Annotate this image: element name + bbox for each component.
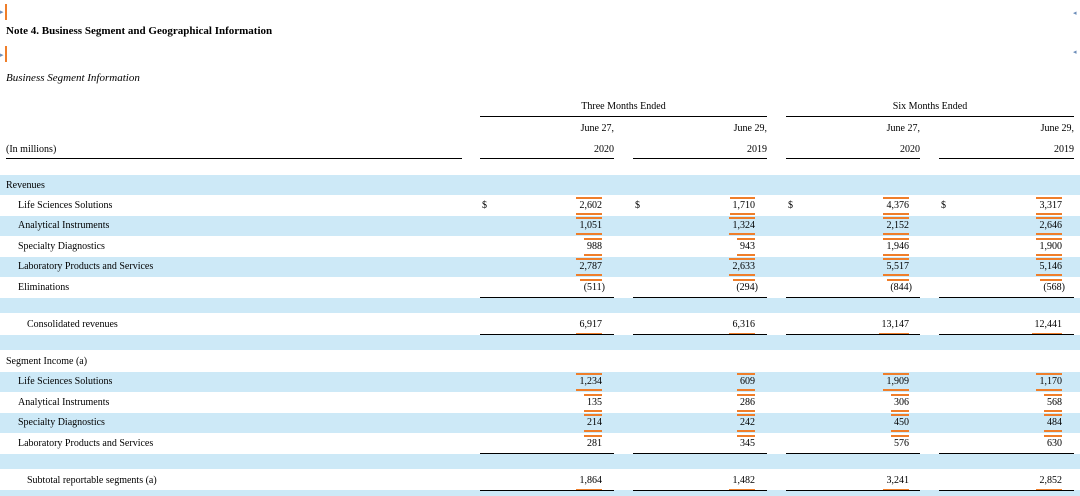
highlight-mark [737, 410, 755, 412]
highlight-mark [733, 279, 755, 281]
highlight-mark [883, 373, 909, 375]
highlight-mark [576, 258, 602, 260]
table-row [0, 216, 1080, 236]
subtotal-rule [480, 453, 614, 454]
header-col2-line2: 2019 [747, 144, 767, 155]
value-cell: 13,147 [881, 319, 909, 330]
highlight-mark [729, 274, 755, 276]
value-cell: 2,852 [1039, 475, 1062, 486]
table-row [0, 278, 1080, 298]
value-cell: 630 [1047, 438, 1062, 449]
highlight-mark [737, 238, 755, 240]
row-label: Laboratory Products and Services [18, 261, 154, 272]
highlight-mark [1036, 274, 1062, 276]
header-col3-rule [786, 158, 920, 159]
highlight-mark [1044, 435, 1062, 437]
value-cell: 1,900 [1039, 241, 1062, 252]
value-cell: 1,324 [732, 220, 755, 231]
highlight-mark [883, 217, 909, 219]
highlight-mark [883, 389, 909, 391]
table-row [0, 413, 1080, 433]
highlight-mark [883, 254, 909, 256]
total-rule [786, 334, 920, 335]
value-cell: 2,602 [579, 200, 602, 211]
row-label: Consolidated revenues [27, 319, 118, 330]
header-col4-rule [939, 158, 1074, 159]
value-cell: 6,316 [732, 319, 755, 330]
subtotal-rule [786, 297, 920, 298]
header-col1-line2: 2020 [594, 144, 614, 155]
value-cell: 12,441 [1034, 319, 1062, 330]
section-heading-label: Segment Income (a) [6, 356, 88, 367]
highlight-mark [580, 279, 602, 281]
table-row [0, 257, 1080, 277]
value-cell: 3,317 [1039, 200, 1062, 211]
value-cell: 5,146 [1039, 261, 1062, 272]
currency-symbol: $ [788, 200, 793, 211]
highlight-mark [883, 238, 909, 240]
units-rule [6, 158, 462, 159]
value-cell: 306 [894, 397, 909, 408]
header-rule-six-months [786, 116, 1074, 117]
subtotal-rule [633, 453, 767, 454]
highlight-mark [1044, 394, 1062, 396]
header-col1-rule [480, 158, 614, 159]
highlight-mark [883, 213, 909, 215]
band-spacer [0, 335, 1080, 350]
row-label: Life Sciences Solutions [18, 376, 113, 387]
highlight-mark [891, 394, 909, 396]
highlight-mark [730, 213, 755, 215]
highlight-mark [737, 430, 755, 432]
row-label: Specialty Diagnostics [18, 241, 105, 252]
total-rule [633, 334, 767, 335]
value-cell: 6,917 [579, 319, 602, 330]
highlight-mark [576, 197, 602, 199]
row-label: Eliminations [18, 282, 70, 293]
subtotal-rule [480, 297, 614, 298]
value-cell: 2,152 [886, 220, 909, 231]
highlight-mark [576, 274, 602, 276]
highlight-mark [729, 233, 755, 235]
value-cell: 2,646 [1039, 220, 1062, 231]
highlight-mark [737, 414, 755, 416]
right-edge-marker: ◂ [1073, 9, 1077, 17]
value-cell: 988 [587, 241, 602, 252]
highlight-mark [1044, 430, 1062, 432]
table-row-total [0, 315, 1080, 335]
value-cell: 609 [740, 376, 755, 387]
subtotal-rule [633, 297, 767, 298]
header-col4-line1: June 29, [1040, 123, 1074, 134]
row-label: Analytical Instruments [18, 220, 110, 231]
highlight-mark [576, 233, 602, 235]
highlight-flag-bottom [5, 46, 7, 62]
left-edge-marker: ▸ [0, 51, 4, 59]
note-title: Note 4. Business Segment and Geographical Information [6, 25, 273, 37]
value-cell: 450 [894, 417, 909, 428]
header-group-three-months: Three Months Ended [581, 101, 666, 112]
value-cell: 1,051 [579, 220, 602, 231]
table-row [0, 196, 1080, 216]
highlight-mark [729, 217, 755, 219]
highlight-mark [1036, 217, 1062, 219]
value-cell: 286 [740, 397, 755, 408]
highlight-mark [1036, 258, 1062, 260]
highlight-mark [883, 197, 909, 199]
band-spacer [0, 298, 1080, 313]
subtotal-rule [939, 453, 1074, 454]
value-cell: (844) [890, 282, 912, 293]
currency-symbol: $ [635, 200, 640, 211]
value-cell: 1,710 [732, 200, 755, 211]
header-col3-line1: June 27, [886, 123, 920, 134]
highlight-mark [584, 254, 602, 256]
highlight-mark [584, 430, 602, 432]
highlight-mark [1036, 389, 1062, 391]
currency-symbol: $ [482, 200, 487, 211]
value-cell: 1,864 [579, 475, 602, 486]
row-label: Laboratory Products and Services [18, 438, 154, 449]
highlight-mark [737, 435, 755, 437]
highlight-mark [891, 430, 909, 432]
value-cell: 345 [740, 438, 755, 449]
left-edge-marker: ▸ [0, 8, 4, 16]
highlight-mark [1036, 233, 1062, 235]
section-heading-label: Revenues [6, 180, 45, 191]
header-col2-line1: June 29, [733, 123, 767, 134]
highlight-mark [576, 373, 602, 375]
value-cell: (568) [1043, 282, 1065, 293]
subtotal-rule [786, 453, 920, 454]
highlight-mark [891, 410, 909, 412]
row-label: Specialty Diagnostics [18, 417, 105, 428]
highlight-mark [891, 435, 909, 437]
value-cell: 1,909 [886, 376, 909, 387]
total-rule [633, 490, 767, 491]
header-group-six-months: Six Months Ended [892, 101, 968, 112]
highlight-mark [576, 217, 602, 219]
table-row [0, 434, 1080, 454]
highlight-flag-top [5, 4, 7, 20]
subtotal-rule [939, 297, 1074, 298]
value-cell: 214 [587, 417, 602, 428]
section-heading-segment-income [0, 352, 1080, 372]
total-rule [939, 334, 1074, 335]
value-cell: 2,787 [579, 261, 602, 272]
value-cell: 2,633 [732, 261, 755, 272]
header-col2-rule [633, 158, 767, 159]
highlight-mark [883, 233, 909, 235]
value-cell: 568 [1047, 397, 1062, 408]
units-label: (In millions) [6, 144, 57, 155]
section-subtitle: Business Segment Information [6, 72, 140, 84]
value-cell: 5,517 [886, 261, 909, 272]
highlight-mark [584, 414, 602, 416]
value-cell: 3,241 [886, 475, 909, 486]
highlight-mark [737, 373, 755, 375]
highlight-mark [576, 389, 602, 391]
highlight-mark [584, 394, 602, 396]
highlight-mark [730, 197, 755, 199]
highlight-mark [1036, 197, 1062, 199]
highlight-mark [584, 238, 602, 240]
value-cell: 242 [740, 417, 755, 428]
table-row [0, 372, 1080, 392]
header-col1-line1: June 27, [580, 123, 614, 134]
value-cell: 1,170 [1039, 376, 1062, 387]
value-cell: 135 [587, 397, 602, 408]
value-cell: 943 [740, 241, 755, 252]
highlight-mark [887, 279, 909, 281]
highlight-mark [1036, 373, 1062, 375]
row-label: Subtotal reportable segments (a) [27, 475, 157, 486]
highlight-mark [1040, 279, 1062, 281]
value-cell: 1,234 [579, 376, 602, 387]
section-heading-revenues [0, 176, 1080, 196]
highlight-mark [883, 258, 909, 260]
highlight-mark [1036, 254, 1062, 256]
total-rule [939, 490, 1074, 491]
value-cell: (294) [736, 282, 758, 293]
highlight-mark [883, 274, 909, 276]
highlight-mark [576, 213, 602, 215]
band-spacer [0, 454, 1080, 469]
header-rule-three-months [480, 116, 767, 117]
highlight-mark [584, 410, 602, 412]
table-row-total [0, 471, 1080, 491]
total-rule [480, 490, 614, 491]
highlight-mark [1044, 410, 1062, 412]
highlight-mark [1036, 238, 1062, 240]
highlight-mark [891, 414, 909, 416]
header-col3-line2: 2020 [900, 144, 920, 155]
highlight-mark [729, 258, 755, 260]
right-edge-marker: ◂ [1073, 48, 1077, 56]
value-cell: 576 [894, 438, 909, 449]
value-cell: 1,946 [886, 241, 909, 252]
value-cell: 281 [587, 438, 602, 449]
highlight-mark [1036, 213, 1062, 215]
value-cell: (511) [583, 282, 605, 293]
value-cell: 484 [1047, 417, 1062, 428]
highlight-mark [1044, 414, 1062, 416]
total-rule [480, 334, 614, 335]
value-cell: 4,376 [886, 200, 909, 211]
row-label: Analytical Instruments [18, 397, 110, 408]
highlight-mark [737, 254, 755, 256]
currency-symbol: $ [941, 200, 946, 211]
table-row [0, 237, 1080, 257]
row-label: Life Sciences Solutions [18, 200, 113, 211]
header-col4-line2: 2019 [1054, 144, 1074, 155]
value-cell: 1,482 [732, 475, 755, 486]
table-row [0, 393, 1080, 413]
highlight-mark [737, 389, 755, 391]
highlight-mark [737, 394, 755, 396]
total-rule [786, 490, 920, 491]
highlight-mark [584, 435, 602, 437]
